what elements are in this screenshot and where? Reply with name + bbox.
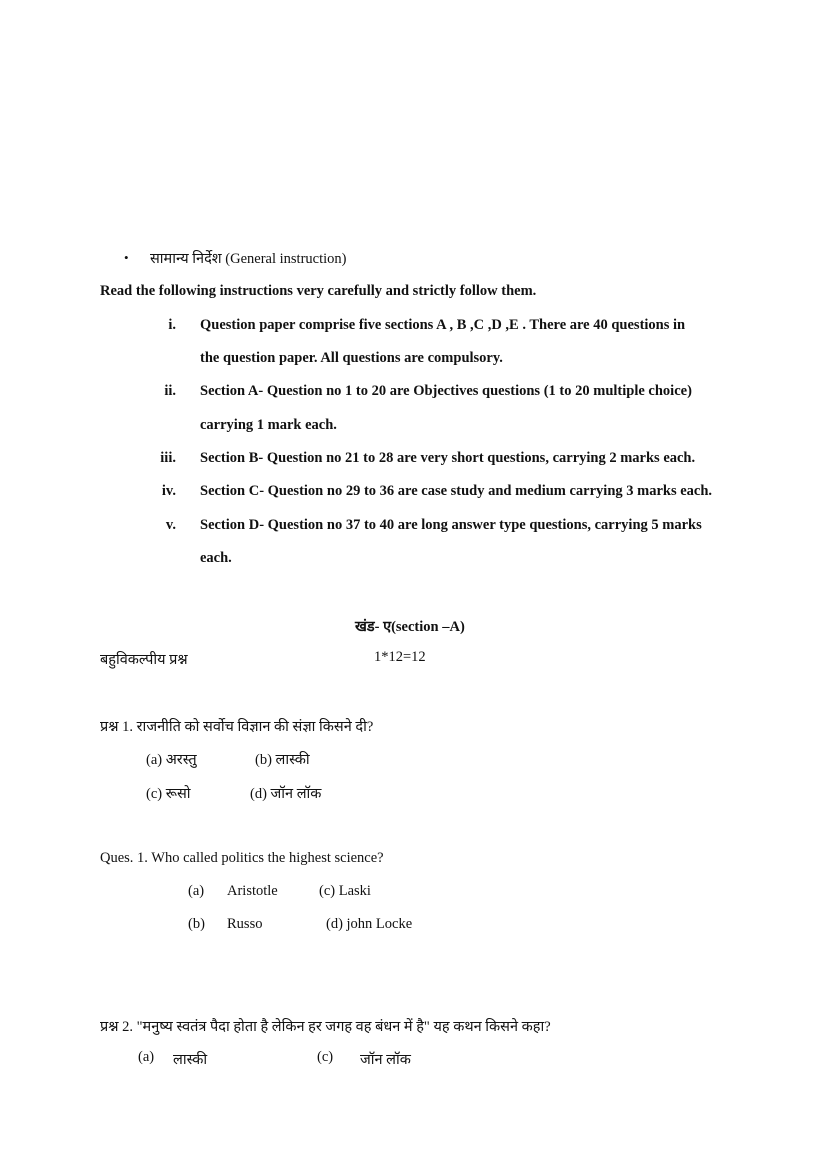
instruction-5-line-2: each.	[200, 550, 232, 566]
q1-english-option-a-label: (a)	[188, 883, 205, 899]
q1-english-option-a-text: Aristotle	[227, 883, 278, 899]
instructions-lead: Read the following instructions very carefully and strictly follow them.	[100, 283, 537, 299]
q2-hindi-option-a-label: (a)	[138, 1049, 155, 1065]
q1-english-option-c: (c) Laski	[319, 883, 371, 899]
section-subtitle: बहुविकल्पीय प्रश्न	[100, 652, 188, 668]
instruction-4-line-1: Section C- Question no 29 to 36 are case study and medium carrying 3 marks each.	[200, 483, 713, 499]
q2-hindi-question: प्रश्न 2. "मनुष्य स्वतंत्र पैदा होता है लेकिन हर जगह वह बंधन में है" यह कथन किसने कहा?	[100, 1019, 551, 1035]
instruction-3-line-1: Section B- Question no 21 to 28 are very short questions, carrying 2 marks each.	[200, 450, 696, 466]
q1-english-question: Ques. 1. Who called politics the highest science?	[100, 850, 384, 866]
instruction-numeral: iii.	[160, 450, 176, 466]
section-title: खंड- ए(section –A)	[355, 619, 465, 635]
q2-hindi-option-c-text: जॉन लॉक	[360, 1052, 411, 1068]
instruction-numeral: i.	[168, 317, 176, 333]
bullet-icon: •	[124, 250, 129, 265]
instruction-1-line-1: Question paper comprise five sections A , B ,C ,D ,E . There are 40 questions in	[200, 317, 686, 333]
q1-hindi-option-a: (a) अरस्तु	[146, 752, 197, 768]
instruction-numeral: ii.	[164, 383, 176, 399]
q1-english-option-d: (d) john Locke	[326, 916, 413, 932]
q1-hindi-option-b: (b) लास्की	[255, 752, 310, 768]
instruction-1-line-2: the question paper. All questions are compulsory.	[200, 350, 503, 366]
instruction-5-line-1: Section D- Question no 37 to 40 are long answer type questions, carrying 5 marks	[200, 517, 702, 533]
q1-hindi-option-c: (c) रूसो	[146, 786, 191, 802]
instruction-2-line-2: carrying 1 mark each.	[200, 417, 337, 433]
q1-english-option-b-text: Russo	[227, 916, 263, 932]
section-marks: 1*12=12	[374, 649, 426, 665]
q2-hindi-option-a-text: लास्की	[173, 1052, 208, 1068]
q1-hindi-question: प्रश्न 1. राजनीति को सर्वोच विज्ञान की संज्ञा किसने दी?	[100, 719, 374, 735]
q1-hindi-option-d: (d) जॉन लॉक	[250, 786, 322, 802]
q2-hindi-option-c-label: (c)	[317, 1049, 334, 1065]
instruction-numeral: iv.	[161, 483, 176, 499]
instruction-numeral: v.	[165, 517, 176, 533]
general-instruction-heading: सामान्य निर्देश (General instruction)	[150, 251, 347, 267]
instruction-2-line-1: Section A- Question no 1 to 20 are Objectives questions (1 to 20 multiple choice)	[200, 383, 692, 399]
q1-english-option-b-label: (b)	[188, 916, 205, 932]
